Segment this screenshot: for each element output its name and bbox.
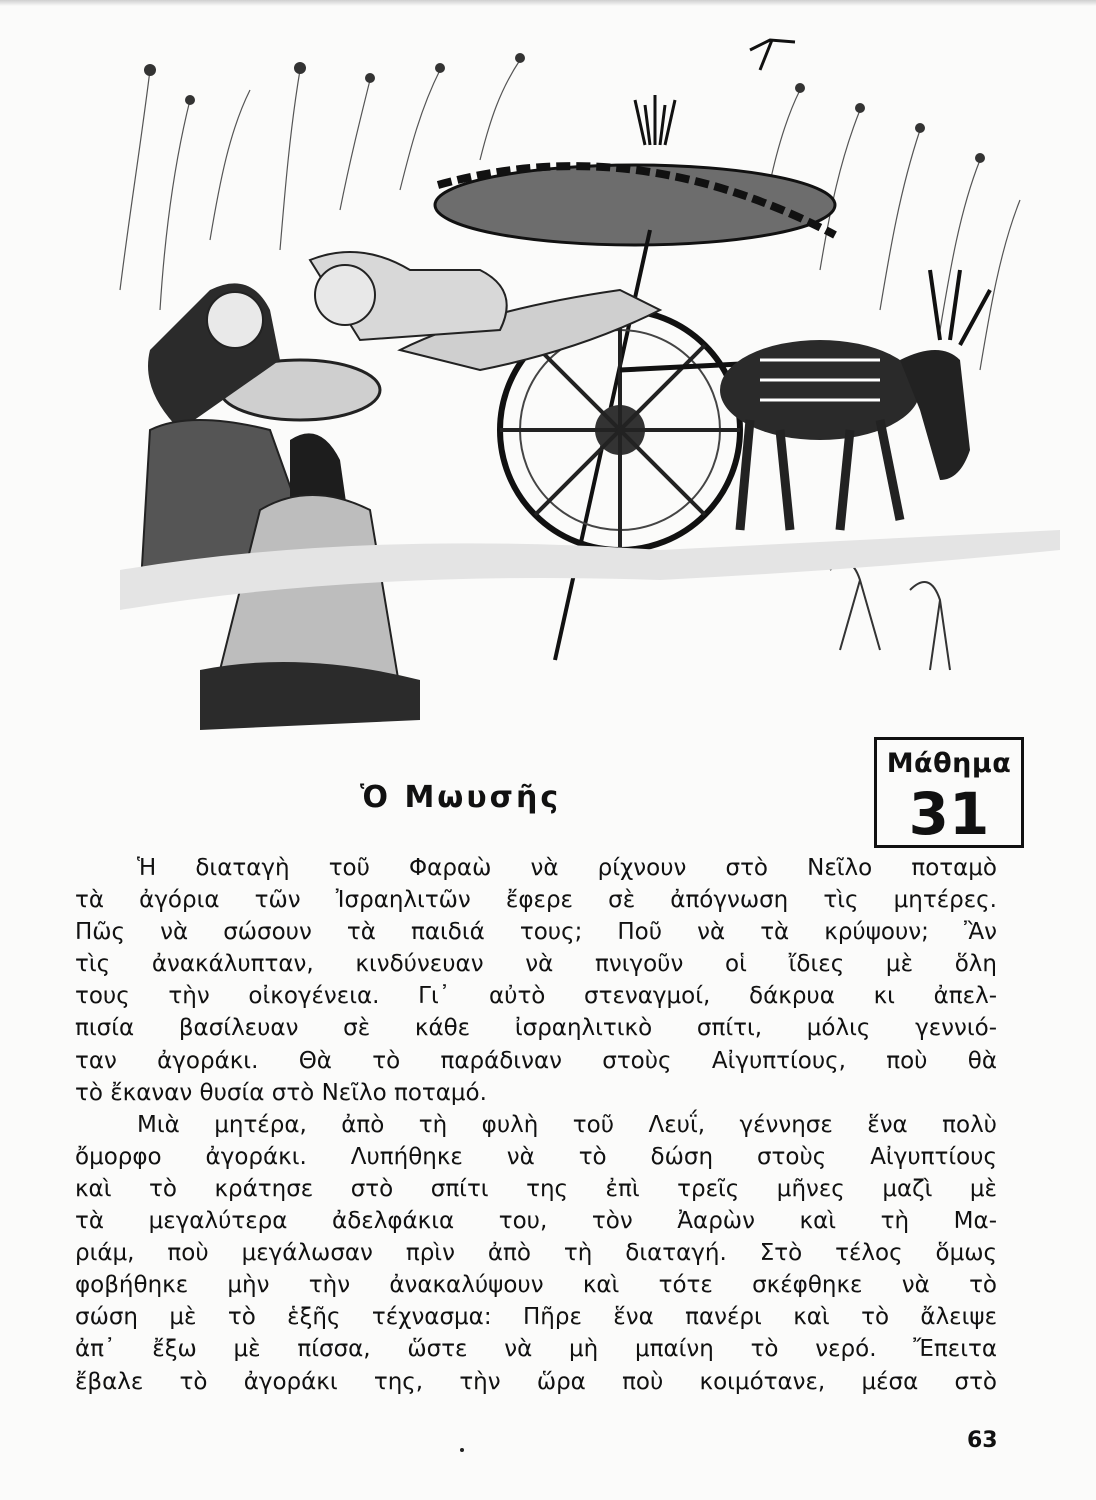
text-line: ἀπ᾽ ἔξω μὲ πίσσα, ὥστε νὰ μὴ μπαίνη τὸ νερό. Ἔπειτα [75,1336,997,1363]
text-line: ἔβαλε τὸ ἀγοράκι της, τὴν ὥρα ποὺ κοιμότανε, μέσα στὸ [75,1368,997,1395]
donkey [720,270,990,530]
paragraph-1 [75,852,997,1109]
ibis-birds [830,562,950,670]
lesson-label: Μάθημα [886,748,1012,779]
text-line: καὶ τὸ κράτησε στὸ σπίτι της ἐπὶ τρεῖς μῆνες μαζὶ μὲ [75,1175,997,1202]
parasol-finial [635,95,675,145]
text-line: τὶς ἀνακάλυπταν, κινδύνευαν νὰ πνιγοῦν οἱ ἴδιες μὲ ὅλη [75,951,997,978]
body-text [75,852,997,1398]
page-top-edge [0,0,1096,6]
text-line: Ἡ διαταγὴ τοῦ Φαραὼ νὰ ρίχνουν στὸ Νεῖλο ποταμὸ [137,855,997,881]
lesson-title: Ὁ Μωυσῆς [360,780,562,815]
text-line: Πῶς νὰ σώσουν τὰ παιδιά τους; Ποῦ νὰ τὰ κρύψουν; Ἂν [75,919,997,946]
text-line: τὰ μεγαλύτερα ἀδελφάκια του, τὸν Ἀαρὼν καὶ τὴ Μα- [75,1208,997,1235]
text-line: ταν ἀγοράκι. Θὰ τὸ παράδιναν στοὺς Αἰγυπτίους, ποὺ θὰ [75,1047,997,1074]
text-line: τους τὴν οἰκογένεια. Γι᾽ αὐτὸ στεναγμοί, δάκρυα κι ἀπελ- [75,983,997,1010]
text-line: φοβήθηκε μὴν τὴν ἀνακαλύψουν καὶ τότε σκέφθηκε νὰ τὸ [75,1272,997,1299]
text-line: ὄμορφο ἀγοράκι. Λυπήθηκε νὰ τὸ δώση στοὺς Αἰγυπτίους [75,1143,997,1170]
text-line: σώση μὲ τὸ ἑξῆς τέχνασμα: Πῆρε ἕνα πανέρι καὶ τὸ ἄλειψε [75,1304,997,1331]
print-dot [460,1448,464,1452]
text-line: τὸ ἔκαναν θυσία στὸ Νεῖλο ποταμό. [75,1079,487,1106]
lesson-number: 31 [908,780,990,848]
page-number: 63 [967,1428,998,1453]
illustration-svg [60,10,1060,730]
text-line: ριάμ, ποὺ μεγάλωσαν πρὶν ἀπὸ τὴ διαταγή. Στὸ τέλος ὅμως [75,1240,997,1267]
text-line: τὰ ἀγόρια τῶν Ἰσραηλιτῶν ἔφερε σὲ ἀπόγνωση τὶς μητέρες. [75,887,997,914]
princess-figure [310,252,507,340]
text-line: πισία βασίλευαν σὲ κάθε ἰσραηλιτικὸ σπίτι, μόλις γεννιό- [75,1015,997,1042]
lesson-number-box [874,737,1024,848]
text-line: Μιὰ μητέρα, ἀπὸ τὴ φυλὴ τοῦ Λευΐ, γέννησε ἕνα πολὺ [137,1111,997,1138]
reed-tops [144,53,985,163]
bird-icon [750,40,795,70]
paragraph-2 [75,1109,997,1398]
illustration-chariot-scene [60,10,1060,730]
